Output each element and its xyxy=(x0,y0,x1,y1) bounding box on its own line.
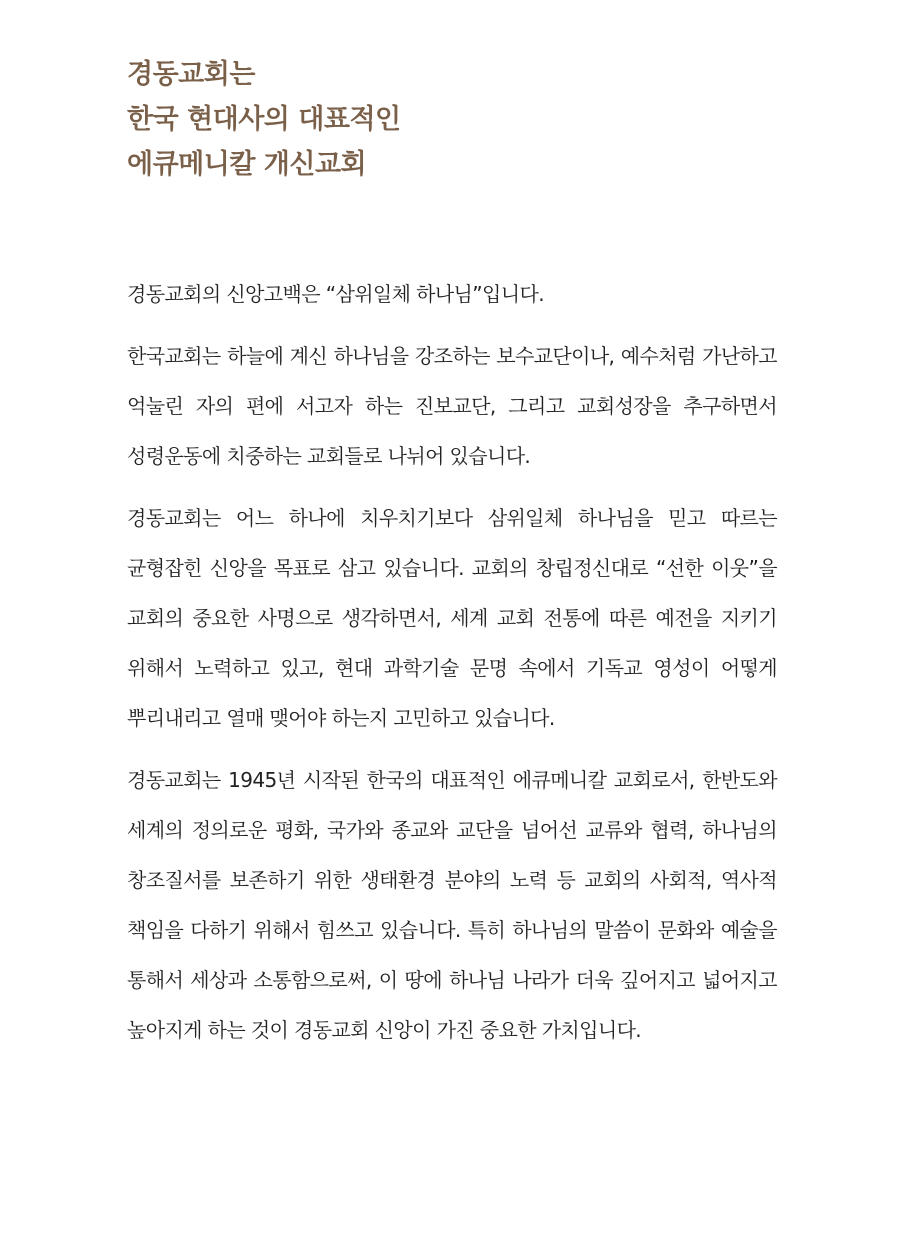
paragraph-ecumenical-mission: 경동교회는 1945년 시작된 한국의 대표적인 에큐메니칼 교회로서, 한반도와 세계의 정의로운 평화, 국가와 종교와 교단을 넘어선 교류와 협력, 하나님의 창조질서를 보존하기 위한 생태환경 분야의 노력 등 교회의 사회적, 역사적 책임을 다하기 위해서 힘쓰고 있습니다. 특히 하나님의 말씀이 문화와 예술을 통해서 세상과 소통함으로써, 이 땅에 하나님 나라가 더욱 깊어지고 넓어지고 높아지게 하는 것이 경동교회 신앙이 가진 중요한 가치입니다. xyxy=(127,768,777,1042)
page-title-line-3: 에큐메니칼 개신교회 xyxy=(127,149,367,180)
paragraph-creed: 경동교회의 신앙고백은 “삼위일체 하나님”입니다. xyxy=(127,282,544,306)
content-page xyxy=(127,52,777,1067)
page-title-line-1: 경동교회는 xyxy=(127,59,255,90)
paragraph-korean-churches: 한국교회는 하늘에 계신 하나님을 강조하는 보수교단이나, 예수처럼 가난하고 억눌린 자의 편에 서고자 하는 진보교단, 그리고 교회성장을 추구하면서 성령운동에 치중하는 교회들로 나뉘어 있습니다. xyxy=(127,344,777,468)
page-title-line-2: 한국 현대사의 대표적인 xyxy=(127,104,401,135)
body-text xyxy=(127,269,777,1055)
page-title xyxy=(127,52,777,187)
paragraph-balanced-faith: 경동교회는 어느 하나에 치우치기보다 삼위일체 하나님을 믿고 따르는 균형잡힌 신앙을 목표로 삼고 있습니다. 교회의 창립정신대로 “선한 이웃”을 교회의 중요한 사명으로 생각하면서, 세계 교회 전통에 따른 예전을 지키기 위해서 노력하고 있고, 현대 과학기술 문명 속에서 기독교 영성이 어떻게 뿌리내리고 열매 맺어야 하는지 고민하고 있습니다. xyxy=(127,506,777,730)
